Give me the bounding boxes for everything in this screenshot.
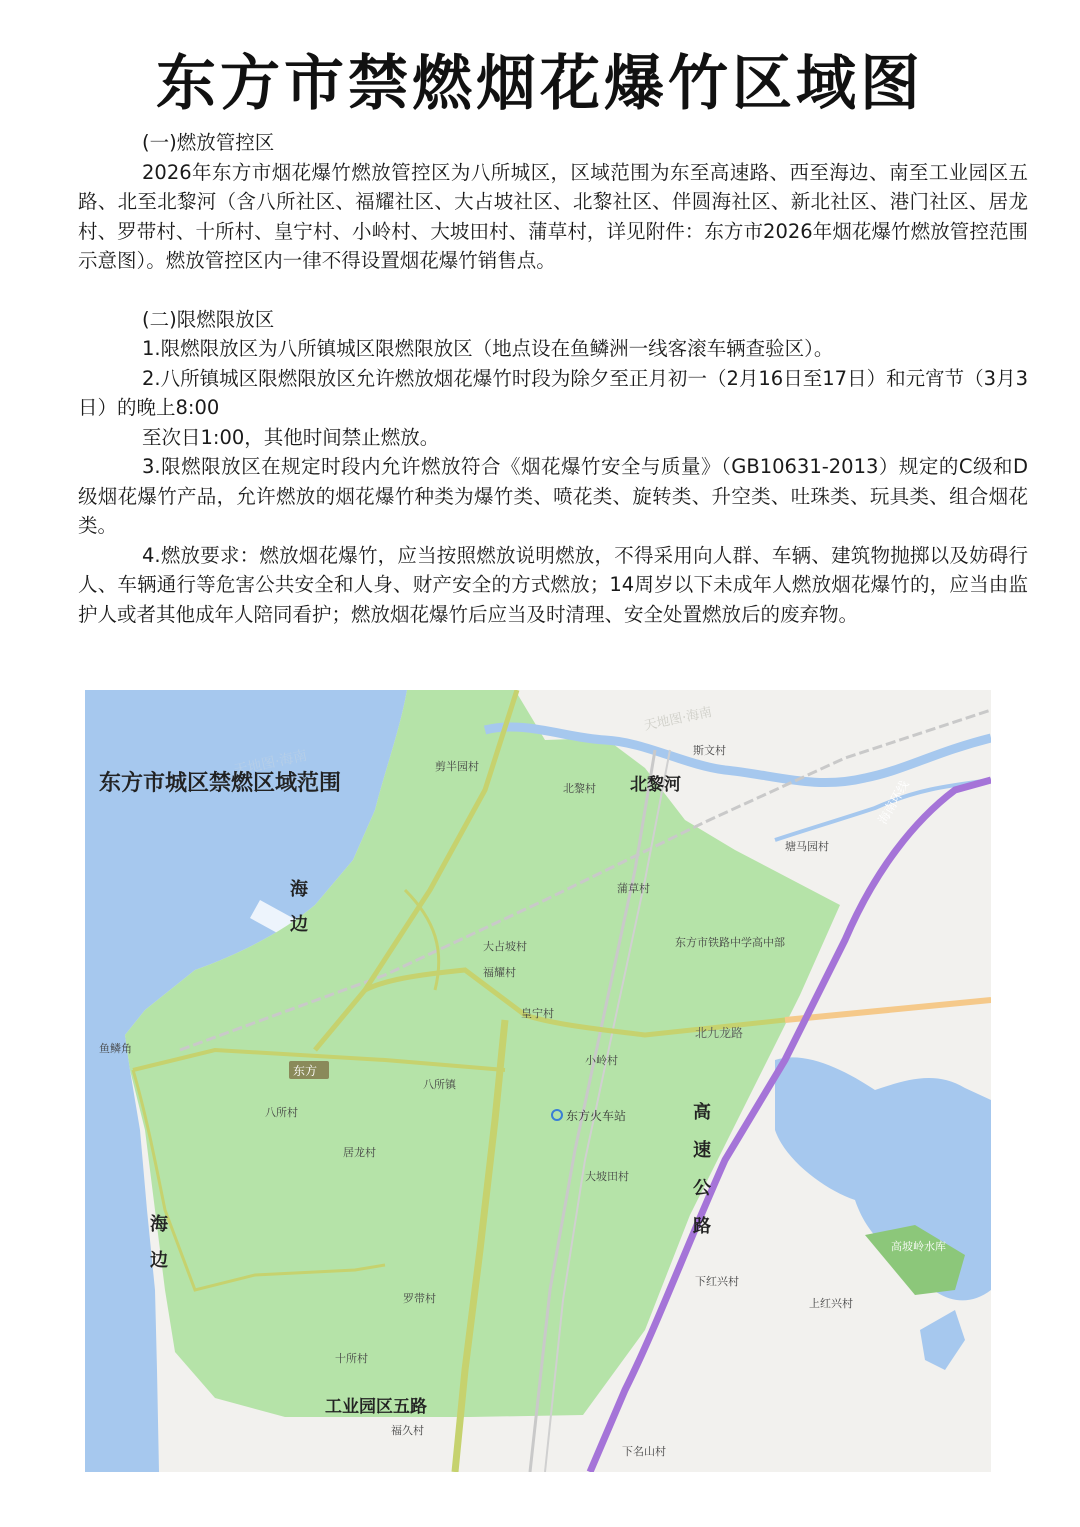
section-2-item-2-cont: 至次日1:00，其他时间禁止燃放。 [142, 425, 440, 449]
place-7: 东方市铁路中学高中部 [675, 936, 785, 949]
expressway-label: 海南环线 [875, 777, 912, 827]
section-2-item-4: 4.燃放要求：燃放烟花爆竹，应当按照燃放说明燃放，不得采用向人群、车辆、建筑物抛掷以及妨碍行人、车辆通行等危害公共安全和人身、财产安全的方式燃放；14周岁以下未成年人燃放烟花爆竹的，应当由监护人或者其他成年人陪同看护；燃放烟花爆竹后应当及时清理、安全处置燃放后的废弃物。 [78, 543, 1028, 626]
section-1-body: 2026年东方市烟花爆竹燃放管控区为八所城区，区域范围为东至高速路、西至海边、南至工业园区五路、北至北黎河（含八所社区、福耀社区、大占坡社区、北黎社区、伴圆海社区、新北社区、港门社区、居龙村、罗带村、十所村、皇宁村、小岭村、大坡田村、蒲草村，详见附件：东方市2026年烟花爆竹燃放管控范围示意图）。燃放管控区内一律不得设置烟花爆竹销售点。 [78, 160, 1028, 272]
place-20: 鱼鳞角 [99, 1042, 132, 1055]
label-south-road: 工业园区五路 [325, 1397, 427, 1417]
place-12: 居龙村 [343, 1146, 376, 1159]
place-5: 大占坡村 [483, 940, 527, 953]
section-2-item-1: 1.限燃限放区为八所镇城区限燃限放区（地点设在鱼鳞洲一线客滚车辆查验区）。 [142, 337, 834, 360]
place-0: 剪半园村 [435, 760, 479, 773]
city-badge: 东方 [293, 1064, 318, 1078]
section-2-item-2: 2.八所镇城区限燃限放区允许燃放烟花爆竹时段为除夕至正月初一（2月16日至17日）和元宵节（3月3日）的晚上8:00 [78, 366, 1028, 419]
page-title: 东方市禁燃烟花爆竹区域图 [156, 49, 924, 119]
place-14: 罗带村 [403, 1292, 436, 1305]
map-title: 东方市城区禁燃区域范围 [99, 771, 342, 796]
label-west-sea-1b: 边 [290, 914, 308, 935]
label-north-river: 北黎河 [630, 775, 681, 795]
place-15: 十所村 [335, 1352, 368, 1365]
place-10: 八所镇 [423, 1078, 456, 1091]
place-13: 大坡田村 [585, 1170, 629, 1183]
document-body [78, 128, 1028, 629]
section-2-item-3: 3.限燃限放区在规定时段内允许燃放符合《烟花爆竹安全与质量》（GB10631-2013）规定的C级和D级烟花爆竹产品，允许燃放的烟花爆竹种类为爆竹类、喷花类、旋转类、升空类、吐珠类、玩具类、组合烟花类。 [78, 455, 1028, 537]
label-west-sea-2b: 边 [150, 1250, 168, 1271]
label-east-highway-1: 高 [693, 1102, 711, 1123]
place-1: 北黎村 [563, 782, 596, 795]
north-jiulong-road-label: 北九龙路 [695, 1026, 744, 1040]
map-watermark-2: 天地图·海南 [642, 704, 714, 734]
label-east-highway-3: 公 [693, 1178, 711, 1199]
place-11: 八所村 [265, 1106, 298, 1119]
label-west-sea-1a: 海 [290, 879, 308, 900]
place-6: 福耀村 [483, 966, 516, 979]
place-19: 下名山村 [622, 1445, 666, 1458]
section-2-heading: (二)限燃限放区 [142, 307, 275, 331]
label-east-highway-2: 速 [693, 1140, 711, 1161]
place-2: 斯文村 [693, 744, 726, 757]
place-9: 小岭村 [585, 1054, 618, 1067]
zone-map [85, 690, 991, 1472]
section-1-heading: (一)燃放管控区 [142, 131, 275, 154]
place-21: 高坡岭水库 [891, 1240, 946, 1253]
place-17: 下红兴村 [695, 1275, 739, 1288]
place-16: 福久村 [391, 1424, 424, 1437]
train-station-label: 东方火车站 [566, 1109, 627, 1123]
place-8: 皇宁村 [521, 1007, 554, 1020]
map-watermark: 天地图·海南 [232, 747, 309, 779]
label-east-highway-4: 路 [693, 1216, 711, 1237]
place-3: 塘马园村 [785, 840, 829, 853]
label-west-sea-2a: 海 [150, 1214, 168, 1235]
place-18: 上红兴村 [809, 1297, 853, 1310]
place-4: 蒲草村 [617, 882, 650, 895]
